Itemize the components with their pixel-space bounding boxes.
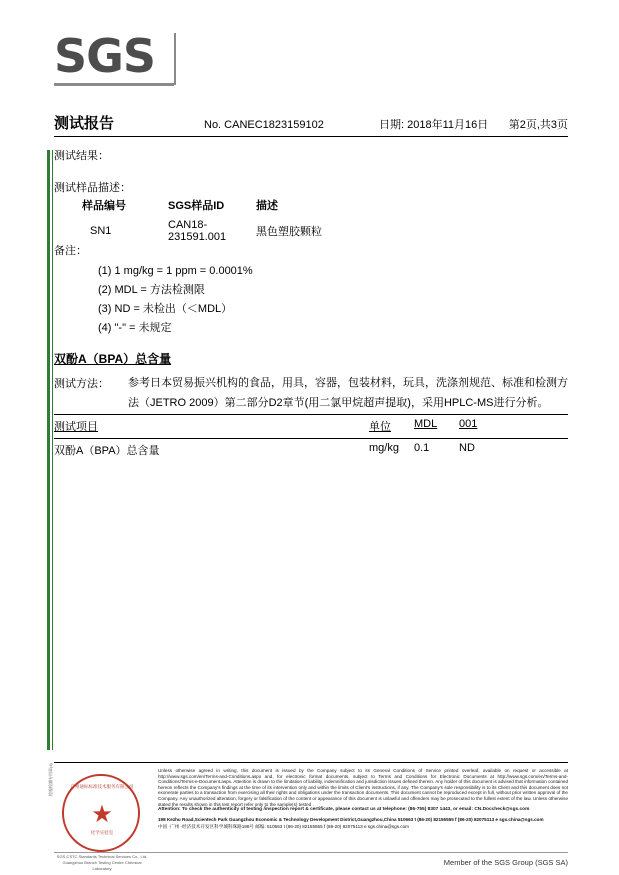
footer-divider <box>54 762 568 763</box>
test-method-label: 测试方法： <box>54 378 109 390</box>
column-sample-001: 001 <box>459 418 478 430</box>
left-accent-bar <box>47 150 50 750</box>
list-item: (3) ND = 未检出（＜MDL） <box>98 303 233 315</box>
report-date: 日期: 2018年11月16日 <box>379 119 489 131</box>
legal-text <box>158 768 568 864</box>
header-divider <box>54 136 568 137</box>
sample-table <box>82 197 376 243</box>
footer-member-text: Member of the SGS Group (SGS SA) <box>443 858 568 867</box>
table-row <box>82 219 376 243</box>
results-header-row <box>54 418 568 437</box>
address-chinese-main: 中国 ·广州 ·经济技术开发区科学城科珠路198号 <box>158 823 254 829</box>
logo-underline <box>54 83 174 86</box>
cell-mdl: 0.1 <box>414 442 430 454</box>
cell-test-item: 双酚A（BPA）总含量 <box>54 445 160 457</box>
column-sample-no: 样品编号 <box>82 200 126 212</box>
method-line-1: 参考日本贸易振兴机构的食品，用具，容器，包装材料，玩具，洗涤剂规范、标准和检测方 <box>128 377 568 389</box>
column-test-item: 测试项目 <box>54 421 98 433</box>
sgs-logo-text: SGS <box>54 29 156 83</box>
address-chinese-contact: 邮编: 510663 t (86-20) 82155555 f (86-20) 82075113 e sgs.china@sgs.com <box>255 823 409 829</box>
bpa-section-heading: 双酚A（BPA）总含量 <box>54 352 172 366</box>
column-unit: 单位 <box>369 421 391 433</box>
results-label: 测试结果： <box>54 150 109 162</box>
column-mdl: MDL <box>414 418 438 430</box>
column-sgs-id: SGS样品ID <box>168 200 225 212</box>
test-method-text <box>128 373 568 413</box>
results-table-header-rule <box>54 438 568 439</box>
stamp-caption-line-2: Guangzhou Branch Testing Centre Chemical Laboratory <box>62 860 142 871</box>
list-item: (4) "-" = 未规定 <box>98 322 172 334</box>
left-accent-bar-thin <box>52 150 53 750</box>
method-line-2: 法（JETRO 2009）第二部分D2章节(用二氯甲烷超声提取)，采用HPLC-MS进行分析。 <box>128 397 549 409</box>
logo-vertical-tick <box>174 33 176 85</box>
company-stamp <box>48 763 150 871</box>
list-item: (2) MDL = 方法检测限 <box>98 284 205 296</box>
table-header-row <box>82 197 376 219</box>
legal-paragraph: Unless otherwise agreed in writing, this document is issued by the Company subject to its General Conditions of Service printed overleaf, available on request or accessible at http://www.sgs.com/en/Terms-and-Conditions.aspx and, for electronic format documents, subject to Terms and Conditions for Electronic Documents at http://www.sgs.com/en/Terms-and-Conditions/Terms-e-Document.aspx. Attention is drawn to the limitation of liability, indemnification and jurisdiction issues defined therein. Any holder of this document is advised that information contained hereon reflects the Company's findings at the time of its intervention only and within the limits of Client's instructions, if any. The Company's sole responsibility is to its Client and this document does not exonerate parties to a transaction from exercising all their rights and obligations under the transaction documents. This document cannot be reproduced except in full, without prior written approval of the Company. Any unauthorized alteration, forgery or falsification of the content or appearance of this document is unlawful and offenders may be prosecuted to the fullest extent of the law. Unless otherwise stated the results shown in this test report refer only to the sample(s) tested . <box>158 768 568 807</box>
sgs-logo <box>54 29 184 83</box>
address-chinese <box>158 824 568 830</box>
cell-sgs-id: CAN18-231591.001 <box>168 219 227 243</box>
remarks-label: 备注： <box>54 245 87 257</box>
cell-sample-no: SN1 <box>90 225 112 237</box>
list-item: (1) 1 mg/kg = 1 ppm = 0.0001% <box>98 265 253 277</box>
cell-result: ND <box>459 442 475 454</box>
cell-unit: mg/kg <box>369 442 399 454</box>
stamp-side-label: 检验检测专用章(4) <box>48 763 53 796</box>
star-icon: ★ <box>91 801 113 829</box>
cell-description: 黑色塑胶颗粒 <box>256 226 322 238</box>
address-english: 198 Kezhu Road,Scientech Park Guangzhou Economic & Technology Development District,Guangzhou,China 510663 t (86-20) 82155555 f (86-20) 82075113 e sgs.china@sgs.com <box>158 817 544 823</box>
table-row <box>54 437 568 458</box>
legal-attention-line: Attention: To check the authenticity of testing /inspection report & certificate, please contact us at telephone: (86-755) 8307 1443, or email: CN.Doccheck@sgs.com <box>158 807 530 813</box>
report-number: No. CANEC1823159102 <box>204 119 324 131</box>
page-title: 测试报告 <box>54 115 115 132</box>
stamp-caption-line-1: SGS-CSTC Standards Technical Services Co., Ltd. <box>56 854 148 859</box>
footer-bottom-divider <box>54 852 568 853</box>
stamp-caption <box>54 854 150 872</box>
address-block <box>158 817 568 830</box>
column-description: 描述 <box>256 200 278 212</box>
stamp-top-text: 广州通标标准技术服务有限公司 <box>70 784 134 789</box>
results-table-top-rule <box>54 414 568 415</box>
stamp-bottom-text: 化学实验室 <box>90 830 114 835</box>
page-indicator: 第2页,共3页 <box>508 119 568 131</box>
remarks-list <box>98 262 253 338</box>
footer <box>48 763 568 871</box>
sample-description-label: 测试样品描述： <box>54 182 131 194</box>
report-header <box>54 112 568 133</box>
